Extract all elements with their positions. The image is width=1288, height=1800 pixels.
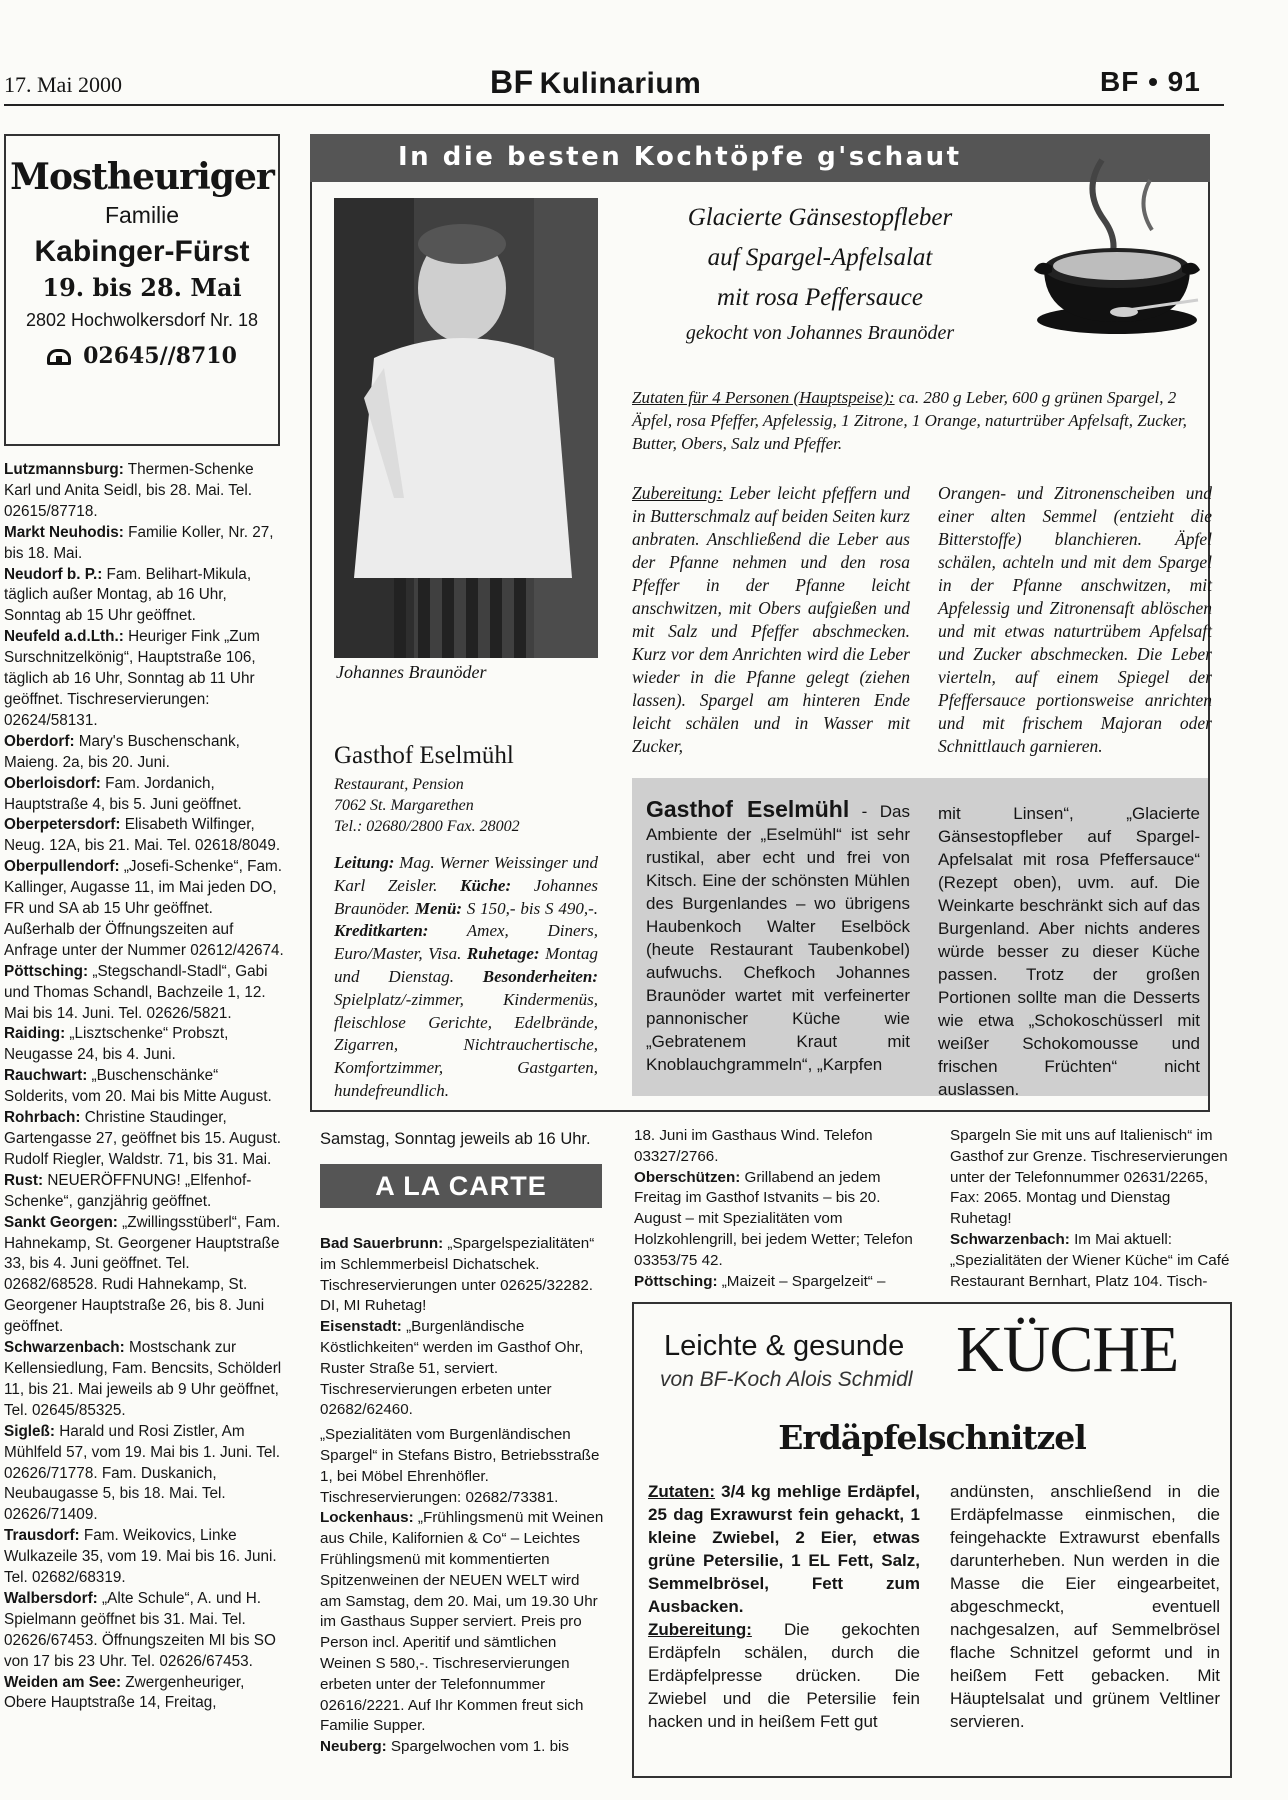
list-item: 18. Juni im Gasthaus Wind. Telefon 03327/2766.	[634, 1127, 873, 1165]
feature-border-bottom	[310, 1110, 1210, 1112]
list-item: Sigleß: Harald und Rosi Zistler, Am Mühlfeld 57, vom 19. Mai bis 1. Juni. Tel. 02626/71778. Fam. Duskanich, Neubaugasse 5, bis 18. Mai. Tel. 02626/71409.	[4, 1422, 281, 1524]
alacarte-intro: Samstag, Sonntag jeweils ab 16 Uhr.	[320, 1130, 591, 1148]
gasthof-details	[334, 774, 604, 837]
gasthof-info: Leitung: Mag. Werner Weissinger und Karl Zeisler. Küche: Johannes Braunöder. Menü: S 150,- bis S 490,-. Kreditkarten: Amex, Diners, Euro/Master, Visa. Ruhetage: Montag und Dienstag. Besonderheiten: Spielplatz/-zimmer, Kindermenüs, fleischlose Gerichte, Edelbrände, Zigarren, Nichtrauchertische, Komfortzimmer, Gastgarten, hundefreundlich.	[334, 853, 598, 1100]
kueche-recipe-right: andünsten, anschließend in die Erdäpfelmasse einmischen, die feingehackte Extrawurst ebenfalls darunterheben. Nun werden in die Masse die Eier eingearbeitet, abgeschmeckt, eventuell nachgesalzen, auf Semmelbrösel flache Schnitzel geformt und in heißem Fett gebacken. Mit Häuptelsalat und grünem Veltliner servieren.	[950, 1482, 1220, 1731]
feature-banner-title: In die besten Kochtöpfe g'schaut	[398, 142, 962, 172]
gasthof-line: Restaurant, Pension	[334, 776, 464, 793]
gasthof-line: 7062 St. Margarethen	[334, 797, 474, 814]
feature-preparation-right: Orangen- und Zitronenscheiben und einer alten Semmel (entzieht die Bitterstoffe) blanchieren. Äpfel schälen, achteln und mit dem Spargel in der Pfanne anschwitzen, mit Apfelessig und Zitronensaft ablöschen und mit etwas naturtrübem Apfelsaft und Zucker abschmecken. Die Leber vierteln, auf einem Spiegel der Pfeffersauce portionsweise anrichten und mit frischem Majoran oder Schnittlauch garnieren.	[938, 483, 1212, 756]
header-rule	[4, 104, 1224, 106]
kueche-title: Leichte & gesunde	[664, 1330, 905, 1362]
ad-title: Mostheuriger	[10, 156, 274, 198]
list-item: Neudorf b. P.: Fam. Belihart-Mikula, täglich außer Montag, ab 16 Uhr, Sonntag ab 15 Uhr geöffnet.	[4, 565, 252, 625]
list-item: Oberpullendorf: „Josefi-Schenke“, Fam. Kallinger, Augasse 11, im Mai jeden DO, FR und SA ab 15 Uhr geöffnet. Außerhalb der Öffnungszeiten auf Anfrage unter der Nummer 02612/42674.	[4, 858, 284, 959]
list-item: Lutzmannsburg: Thermen-Schenke Karl und Anita Seidl, bis 28. Mai. Tel. 02615/87718.	[4, 461, 254, 520]
feature-preparation-left: Zubereitung: Leber leicht pfeffern und in Butterschmalz auf beiden Seiten kurz anbraten. Anschließend die Leber aus der Pfanne nehmen und den rosa Pfeffer in der Pfanne leicht anschwitzen, mit Obers aufgießen und mit Salz und Pfeffer abschmecken. Kurz vor dem Anrichten wird die Leber wieder in die Pfanne gelegt (ziehen lassen). Spargel am hinteren Ende leicht schälen und in Wasser mit Zucker,	[632, 483, 910, 756]
chef-photo	[334, 198, 598, 658]
issue-date: 17. Mai 2000	[4, 72, 122, 97]
alacarte-column-3	[950, 1126, 1232, 1292]
cooking-pot-icon	[1032, 150, 1202, 340]
dish-title	[620, 198, 1020, 318]
list-item: Bad Sauerbrunn: „Spargelspezialitäten“ im Schlemmerbeisl Dichatschek. Tischreservierungen unter 02625/32282. DI, MI Ruhetag!	[320, 1235, 595, 1315]
mostheuriger-ad	[4, 134, 280, 446]
gasthof-name: Gasthof Eselmühl	[334, 742, 514, 769]
alacarte-column-1	[320, 1234, 604, 1758]
list-item: Sankt Georgen: „Zwillingsstüberl“, Fam. Hahnekamp, St. Georgener Hauptstraße 33, bis 4. Juni geöffnet. Tel. 02682/68528. Rudi Hahnekamp, St. Georgener Hauptstraße 26, bis 8. Juni geöffnet.	[4, 1213, 281, 1336]
list-item: Weiden am See: Zwergenheuriger, Obere Hauptstraße 14, Freitag,	[4, 1673, 245, 1712]
list-item: Walbersdorf: „Alte Schule“, A. und H. Spielmann geöffnet bis 31. Mai. Tel. 02626/67453. Öffnungszeiten MI bis SO von 17 bis 23 Uhr. Tel. 02626/67453.	[4, 1589, 276, 1670]
list-item: Eisenstadt: „Burgenländische Köstlichkeiten“ werden im Gasthof Ohr, Ruster Straße 51, serviert. Tischreservierungen erbeten unter 02682/62460.	[320, 1318, 584, 1419]
list-item: Trausdorf: Fam. Weikovics, Linke Wulkazeile 35, vom 19. Mai bis 16. Juni. Tel. 02682/68319.	[4, 1527, 277, 1587]
section-name: Kulinarium	[539, 67, 702, 100]
list-item: Schwarzenbach: Mostschank zur Kellensiedlung, Fam. Bencsits, Schölderl 11, bis 21. Mai jeweils ab 9 Uhr geöffnet, Tel. 02645/85325.	[4, 1339, 282, 1419]
ad-name: Kabinger-Fürst	[34, 235, 250, 268]
list-item: Markt Neuhodis: Familie Koller, Nr. 27, bis 18. Mai.	[4, 523, 274, 562]
list-item: Lockenhaus: „Frühlingsmenü mit Weinen aus Chile, Kalifornien & Co“ – Leichtes Frühlingsmenü mit kommentierten Spitzenweinen der NEUEN WELT wird am Samstag, dem 20. Mai, um 19.30 Uhr im Gasthaus Supper serviert. Preis pro Person incl. Aperitif und sämtlichen Weinen S 580,-. Tischreservierungen erbeten unter der Telefonnummer 02616/2221. Auf Ihr Kommen freut sich Familie Supper.	[320, 1509, 604, 1735]
ad-familie: Familie	[104, 202, 180, 228]
kueche-big-title: KÜCHE	[956, 1313, 1179, 1386]
page-number: BF • 91	[1100, 66, 1201, 97]
photo-caption: Johannes Braunöder	[336, 662, 487, 682]
list-item: Oberpetersdorf: Elisabeth Wilfinger, Neug. 12A, bis 21. Mai. Tel. 02618/8049.	[4, 816, 281, 855]
ad-address: 2802 Hochwolkersdorf Nr. 18	[25, 310, 259, 330]
list-item: Neufeld a.d.Lth.: Heuriger Fink „Zum Surschnitzelkönig“, Hauptstraße 106, täglich ab 16 Uhr, Sonntag ab 11 Uhr geöffnet. Tischreservierungen: 02624/58131.	[4, 628, 260, 729]
dish-title-line: Glacierte Gänsestopfleber	[687, 204, 953, 231]
list-item: Pöttsching: „Stegschandl-Stadl“, Gabi und Thomas Schandl, Bachzeile 1, 12. Mai bis 14. Juni. Tel. 02626/5821.	[4, 962, 268, 1022]
feature-border-left	[310, 182, 312, 1110]
list-item: Raiding: „Lisztschenke“ Probszt, Neugasse 24, bis 4. Juni.	[4, 1025, 229, 1064]
list-item: „Spezialitäten vom Burgenländischen Spargel“ in Stefans Bistro, Betriebsstraße 1, bei Möbel Ehrenhöfler. Tischreservierungen: 02682/73381.	[320, 1426, 600, 1506]
ad-phone	[6, 343, 278, 369]
chef-portrait-image	[334, 198, 598, 658]
kueche-dish: Erdäpfelschnitzel	[778, 1418, 1086, 1457]
list-item: Pöttsching: „Maizeit – Spargelzeit“ –	[634, 1272, 886, 1290]
ad-phone-number: 02645//8710	[83, 343, 237, 369]
review-text-left: Gasthof Eselmühl - Das Ambiente der „Eselmühl“ ist sehr rustikal, aber echt und frei von Kitsch. Eine der schönsten Mühlen des Burgenlandes – wo übrigens Haubenkoch Walter Eselböck (heute Restaurant Taubenkobel) aufwuchs. Chefkoch Johannes Braunöder wartet mit verfeinerter pannonischer Küche wie „Gebratenem Kraut mit Knoblauchgrammeln“, „Karpfen	[646, 796, 910, 1074]
kueche-subtitle: von BF-Koch Alois Schmidl	[660, 1368, 913, 1391]
review-text-right: mit Linsen“, „Glacierte Gänsestopfleber auf Spargel-Apfelsalat mit rosa Pfeffersauce“ (Rezept oben), uvm. auf. Die Weinkarte beschränkt sich auf das Burgenland. Aber nichts anderes würde besser zu dieser Küche passen. Trotz der großen Portionen sollte man die Desserts wie etwa „Schokoschüsserl mit weißer Schokomousse und frischen Früchten“ nicht auslassen.	[938, 804, 1200, 1099]
dish-title-line: mit rosa Peffersauce	[717, 284, 923, 311]
list-item: Oberdorf: Mary's Buschenschank, Maieng. 2a, bis 20. Juni.	[4, 732, 240, 771]
feature-ingredients: Zutaten für 4 Personen (Hauptspeise): ca. 280 g Leber, 600 g grünen Spargel, 2 Äpfel, rosa Pfeffer, Apfelessig, 1 Zitrone, 1 Orange, naturtrüber Apfelsaft, Zucker, Butter, Obers, Salz und Pfeffer.	[632, 388, 1187, 453]
heurigen-listing	[4, 460, 284, 1714]
list-item: Oberloisdorf: Fam. Jordanich, Hauptstraße 4, bis 5. Juni geöffnet.	[4, 774, 242, 813]
list-item: Oberschützen: Grillabend an jedem Freitag im Gasthof Istvanits – bis 20. August – mit Spezialitäten vom Holzkohlengrill, bei jedem Wetter; Telefon 03353/75 42.	[634, 1168, 913, 1269]
kueche-recipe-left: Zutaten: 3/4 kg mehlige Erdäpfel, 25 dag Exrawurst fein gehackt, 1 kleine Zwiebel, 2 Eier, etwas grüne Petersilie, 1 EL Fett, Salz, Semmelbrösel, Fett zum Ausbacken. Zubereitung: Die gekochten Erdäpfeln schälen, durch die Erdäpfelpresse drücken. Die Zwiebel und die Petersilie fein hacken und in heißem Fett gut	[648, 1482, 920, 1731]
list-item: Schwarzenbach: Im Mai aktuell: „Spezialitäten der Wiener Küche“ im Café Restaurant Bernhart, Platz 104. Tisch-	[950, 1230, 1230, 1290]
section-title	[490, 64, 701, 101]
alacarte-column-2	[634, 1126, 920, 1292]
list-item: Spargeln Sie mit uns auf Italienisch“ im Gasthof zur Grenze. Tischreservierungen unter der Telefonnummer 02631/2265, Fax: 2065. Montag und Dienstag Ruhetag!	[950, 1127, 1228, 1228]
ad-dates: 19. bis 28. Mai	[42, 273, 242, 302]
alacarte-title: A LA CARTE	[320, 1164, 602, 1208]
list-item: Rauchwart: „Buschenschänke“ Solderits, vom 20. Mai bis Mitte August.	[4, 1067, 272, 1106]
dish-chef: gekocht von Johannes Braunöder	[685, 322, 955, 344]
list-item: Neuberg: Spargelwochen vom 1. bis	[320, 1738, 570, 1756]
gasthof-line: Tel.: 02680/2800 Fax. 28002	[334, 818, 520, 835]
list-item: Rust: NEUERÖFFNUNG! „Elfenhof-Schenke“, ganzjährig geöffnet.	[4, 1171, 252, 1210]
list-item: Rohrbach: Christine Staudinger, Gartengasse 27, geöffnet bis 15. August. Rudolf Riegler, Waldstr. 71, bis 31. Mai.	[4, 1109, 281, 1168]
dish-title-line: auf Spargel-Apfelsalat	[707, 244, 933, 271]
section-logo: BF	[490, 64, 534, 100]
telephone-icon	[47, 349, 71, 365]
